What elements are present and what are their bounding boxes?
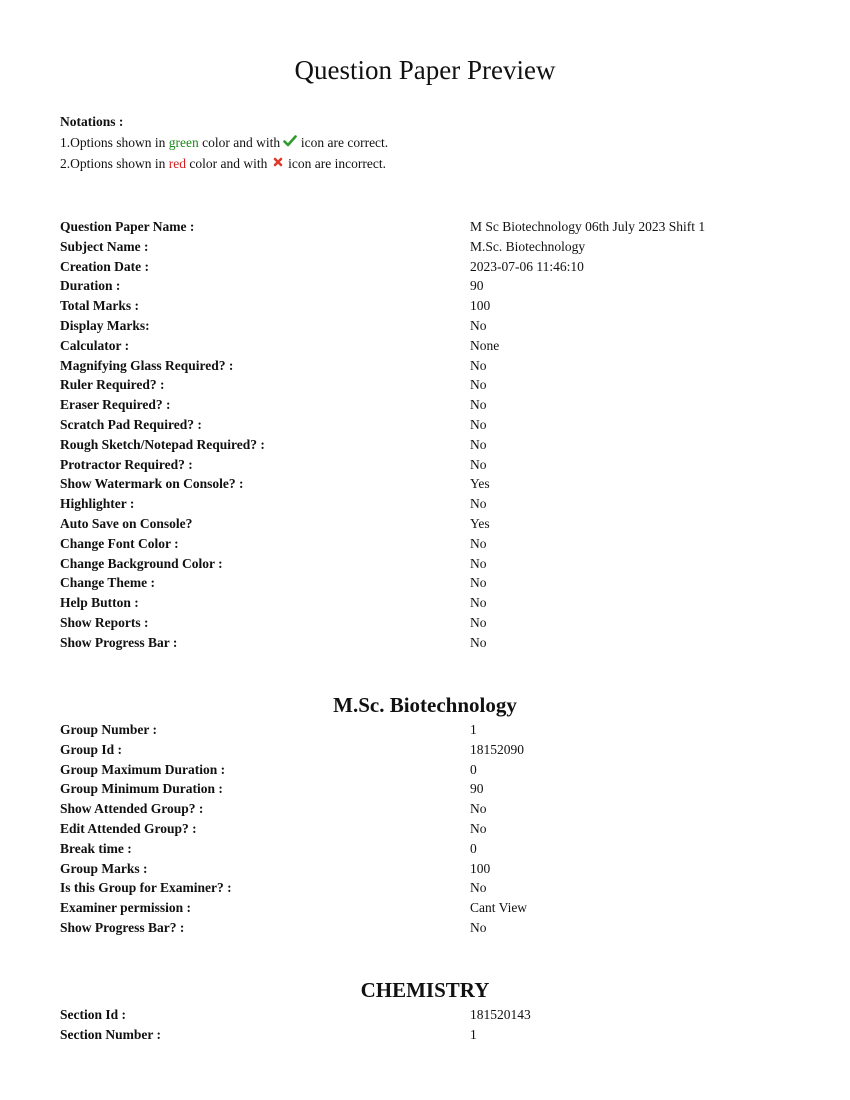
info-label: Display Marks: <box>60 317 150 333</box>
info-label: Auto Save on Console? <box>60 515 193 531</box>
info-label: Show Reports : <box>60 614 149 630</box>
info-label: Scratch Pad Required? : <box>60 416 202 432</box>
info-label: Rough Sketch/Notepad Required? : <box>60 436 265 452</box>
info-value: 2023-07-06 11:46:10 <box>470 258 584 274</box>
info-label: Change Theme : <box>60 575 156 591</box>
info-label: Highlighter : <box>60 496 135 512</box>
info-value: 181520143 <box>470 1007 531 1022</box>
info-value: 90 <box>470 278 484 294</box>
info-label: Protractor Required? : <box>60 456 193 472</box>
info-label: Break time : <box>60 840 132 856</box>
check-icon <box>283 133 297 154</box>
info-value: No <box>470 416 487 432</box>
info-label: Calculator : <box>60 337 130 353</box>
info-label: Magnifying Glass Required? : <box>60 357 234 373</box>
notation-text: icon are correct. <box>297 134 389 150</box>
group-heading: M.Sc. Biotechnology <box>333 693 517 717</box>
info-label: Group Minimum Duration : <box>60 781 223 797</box>
info-row <box>60 633 790 653</box>
info-value: Yes <box>470 515 490 531</box>
info-row <box>60 375 790 395</box>
info-value: No <box>470 496 487 512</box>
info-row <box>60 573 790 593</box>
info-label: Examiner permission : <box>60 900 191 916</box>
info-row <box>60 514 790 534</box>
notation-correct <box>60 133 388 154</box>
info-row <box>60 237 790 257</box>
info-value: M.Sc. Biotechnology <box>470 238 586 254</box>
info-label: Change Background Color : <box>60 555 223 571</box>
info-row <box>60 760 790 780</box>
info-value: None <box>470 337 500 353</box>
notation-text: 1.Options shown in <box>60 134 169 150</box>
page-title: Question Paper Preview <box>294 55 556 85</box>
info-row <box>60 455 790 475</box>
info-value: 0 <box>470 761 477 777</box>
info-label: Show Watermark on Console? : <box>60 476 244 492</box>
info-row <box>60 779 790 799</box>
info-row <box>60 494 790 514</box>
notations-heading: Notations : <box>60 114 124 129</box>
info-row <box>60 217 790 237</box>
notation-text: color and with <box>198 134 284 150</box>
info-label: Duration : <box>60 278 121 294</box>
info-label: Show Attended Group? : <box>60 801 204 817</box>
info-row <box>60 878 790 898</box>
info-value: No <box>470 535 487 551</box>
info-row <box>60 395 790 415</box>
info-value: 18152090 <box>470 741 524 757</box>
info-row <box>60 296 790 316</box>
info-row <box>60 593 790 613</box>
info-value: 1 <box>470 722 477 737</box>
info-label: Total Marks : <box>60 298 140 314</box>
info-row <box>60 336 790 356</box>
info-row <box>60 859 790 879</box>
notation-text: color and with <box>186 155 271 171</box>
info-row <box>60 918 790 938</box>
info-label: Group Maximum Duration : <box>60 761 226 777</box>
info-row <box>60 1005 790 1025</box>
notations <box>60 112 388 175</box>
info-row <box>60 554 790 574</box>
info-label: Edit Attended Group? : <box>60 820 197 836</box>
notation-text: 2.Options shown in <box>60 155 169 171</box>
info-value: No <box>470 919 487 935</box>
info-label: Group Id : <box>60 741 123 757</box>
info-label: Section Number : <box>60 1026 161 1042</box>
info-label: Change Font Color : <box>60 535 179 551</box>
group-info-table <box>60 720 790 938</box>
info-row <box>60 276 790 296</box>
cross-icon <box>271 154 285 175</box>
info-label: Show Progress Bar : <box>60 634 178 650</box>
info-row <box>60 740 790 760</box>
info-row <box>60 356 790 376</box>
info-label: Group Marks : <box>60 860 148 876</box>
info-value: No <box>470 357 487 373</box>
notation-text: icon are incorrect. <box>284 155 386 171</box>
section-info-table <box>60 1005 790 1045</box>
info-row <box>60 415 790 435</box>
paper-info-table <box>60 217 790 653</box>
info-value: No <box>470 575 487 591</box>
info-value: No <box>470 377 487 393</box>
info-label: Help Button : <box>60 595 139 611</box>
section-heading: CHEMISTRY <box>360 978 490 1002</box>
info-value: No <box>470 801 487 817</box>
info-row <box>60 819 790 839</box>
info-value: No <box>470 880 487 896</box>
info-label: Section Id : <box>60 1007 127 1022</box>
info-value: 100 <box>470 860 491 876</box>
info-value: No <box>470 436 487 452</box>
info-row <box>60 839 790 859</box>
info-value: No <box>470 634 487 650</box>
info-label: Eraser Required? : <box>60 397 171 413</box>
green-word: green <box>168 134 199 150</box>
info-value: No <box>470 614 487 630</box>
info-value: No <box>470 456 487 472</box>
info-value: 90 <box>470 781 484 797</box>
info-label: Subject Name : <box>60 238 149 254</box>
info-row <box>60 613 790 633</box>
info-label: Is this Group for Examiner? : <box>60 880 232 896</box>
info-value: 100 <box>470 298 491 314</box>
info-row <box>60 316 790 336</box>
info-value: No <box>470 595 487 611</box>
info-value: Cant View <box>470 900 528 916</box>
info-value: 0 <box>470 840 477 856</box>
info-value: No <box>470 317 487 333</box>
notation-incorrect <box>60 154 388 175</box>
info-label: Ruler Required? : <box>60 377 165 393</box>
info-label: Creation Date : <box>60 258 149 274</box>
info-row <box>60 474 790 494</box>
info-row <box>60 1025 790 1045</box>
info-value: M Sc Biotechnology 06th July 2023 Shift 1 <box>470 219 706 234</box>
info-value: No <box>470 820 487 836</box>
info-row <box>60 534 790 554</box>
red-word: red <box>168 155 187 171</box>
info-row <box>60 257 790 277</box>
info-row <box>60 898 790 918</box>
info-value: 1 <box>470 1026 477 1042</box>
info-label: Group Number : <box>60 722 158 737</box>
info-row <box>60 720 790 740</box>
info-label: Question Paper Name : <box>60 219 195 234</box>
info-value: Yes <box>470 476 490 492</box>
info-row <box>60 435 790 455</box>
info-value: No <box>470 397 487 413</box>
info-row <box>60 799 790 819</box>
info-label: Show Progress Bar? : <box>60 919 185 935</box>
info-value: No <box>470 555 487 571</box>
